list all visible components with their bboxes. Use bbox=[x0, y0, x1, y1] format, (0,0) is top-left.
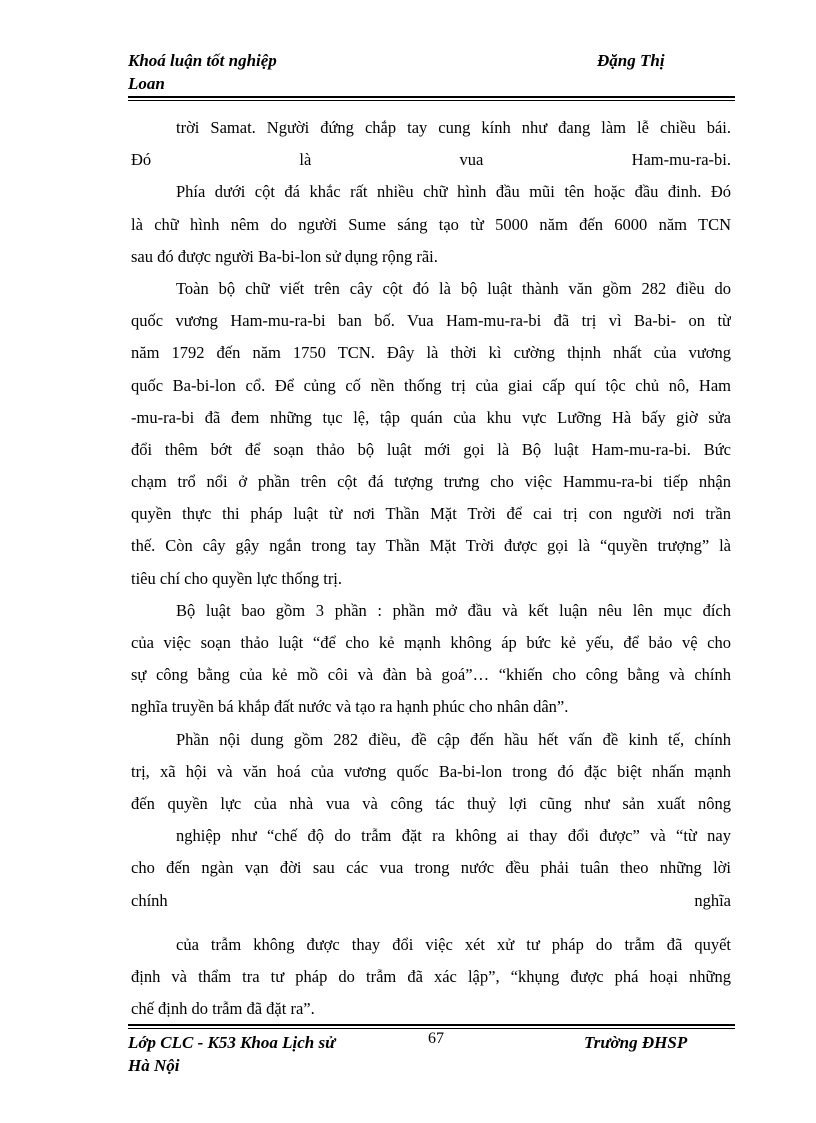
header-thesis-title: Khoá luận tốt nghiệp bbox=[128, 51, 277, 70]
body-line: Phía dưới cột đá khắc rất nhiều chữ hình đầu mũi tên hoặc đầu đinh. Đó bbox=[176, 182, 731, 202]
body-line: nghiệp như “chế độ do trẫm đặt ra không ai thay đổi được” và “từ nay bbox=[176, 826, 731, 846]
body-line: Phần nội dung gồm 282 điều, đề cập đến hầu hết vấn đề kinh tế, chính bbox=[176, 729, 731, 749]
line-gap bbox=[131, 917, 731, 929]
body-line: Bộ luật bao gồm 3 phần : phần mở đầu và kết luận nêu lên mục đích bbox=[176, 600, 731, 620]
body-line: của trẫm không được thay đổi việc xét xử tư pháp do trẫm đã quyết bbox=[176, 934, 731, 954]
body-line: Toàn bộ chữ viết trên cây cột đó là bộ luật thành văn gồm 282 điều do bbox=[176, 278, 731, 298]
body-line: -mu-ra-bi đã đem những tục lệ, tập quán của khu vực Lưỡng Hà bấy giờ sửa bbox=[131, 407, 731, 427]
body-line: tiêu chí cho quyền lực thống trị. bbox=[131, 568, 343, 588]
footer-city: Hà Nội bbox=[128, 1056, 180, 1075]
body-line: sau đó được người Ba-bi-lon sử dụng rộng rãi. bbox=[131, 246, 438, 266]
header-rule-thick bbox=[128, 96, 735, 98]
body-line: sự công bằng của kẻ mồ côi và đàn bà goá”… “khiến cho công bằng và chính bbox=[131, 665, 731, 685]
header-author-name: Đặng Thị bbox=[597, 51, 665, 70]
footer-rule-thick bbox=[128, 1024, 735, 1026]
body-line: năm 1792 đến năm 1750 TCN. Đây là thời kì cường thịnh nhất của vương bbox=[131, 343, 731, 363]
body-line: chạm trổ nổi ở phần trên cột đá tượng trưng cho việc Hammu-ra-bi tiếp nhận bbox=[131, 472, 731, 492]
body-line: quyền thực thi pháp luật từ nơi Thần Mặt Trời để cai trị con người nơi trần bbox=[131, 504, 731, 524]
body-line: của việc soạn thảo luật “để cho kẻ mạnh không áp bức kẻ yếu, để bảo vệ cho bbox=[131, 633, 731, 652]
body-line: trời Samat. Người đứng chắp tay cung kính như đang làm lễ chiều bái. bbox=[176, 118, 731, 137]
body-line: là chữ hình nêm do người Sume sáng tạo từ 5000 năm đến 6000 năm TCN bbox=[131, 214, 731, 234]
page-number: 67 bbox=[428, 1030, 444, 1047]
body-line: chế định do trẫm đã đặt ra”. bbox=[131, 999, 315, 1019]
body-line: định và thẩm tra tư pháp do trẫm đã xác lập”, “khụng được phá hoại những bbox=[131, 966, 731, 986]
footer-university: Trường ĐHSP bbox=[584, 1033, 688, 1052]
body-line: quốc Ba-bi-lon cổ. Để củng cố nền thống trị của giai cấp quí tộc chủ nô, Ham bbox=[131, 375, 731, 395]
body-line: trị, xã hội và văn hoá của vương quốc Ba-bi-lon trong đó đặc biệt nhấn mạnh bbox=[131, 761, 731, 781]
body-line: cho đến ngàn vạn đời sau các vua trong nước đều phải tuân theo những lời bbox=[131, 858, 731, 878]
body-line: đổi thêm bớt để soạn thảo bộ luật mới gọi là Bộ luật Ham-mu-ra-bi. Bức bbox=[131, 439, 731, 459]
body-line: chính nghĩa bbox=[131, 890, 731, 910]
body-line: đến quyền lực của nhà vua và công tác thuỷ lợi cũng như sản xuất nông bbox=[131, 793, 731, 813]
footer-class-name: Lớp CLC - K53 Khoa Lịch sử bbox=[128, 1033, 336, 1052]
body-line: quốc vương Ham-mu-ra-bi ban bố. Vua Ham-mu-ra-bi đã trị vì Ba-bi- on từ bbox=[131, 311, 731, 331]
body-line: Đó là vua Ham-mu-ra-bi. bbox=[131, 150, 731, 170]
header-author-name-continued: Loan bbox=[128, 74, 165, 93]
body-line: thế. Còn cây gậy ngắn trong tay Thần Mặt Trời được gọi là “quyền trượng” là bbox=[131, 536, 731, 556]
body-line: nghĩa truyền bá khắp đất nước và tạo ra hạnh phúc cho nhân dân”. bbox=[131, 697, 569, 717]
header-rule-thin bbox=[128, 100, 735, 101]
body-text bbox=[131, 112, 731, 1025]
